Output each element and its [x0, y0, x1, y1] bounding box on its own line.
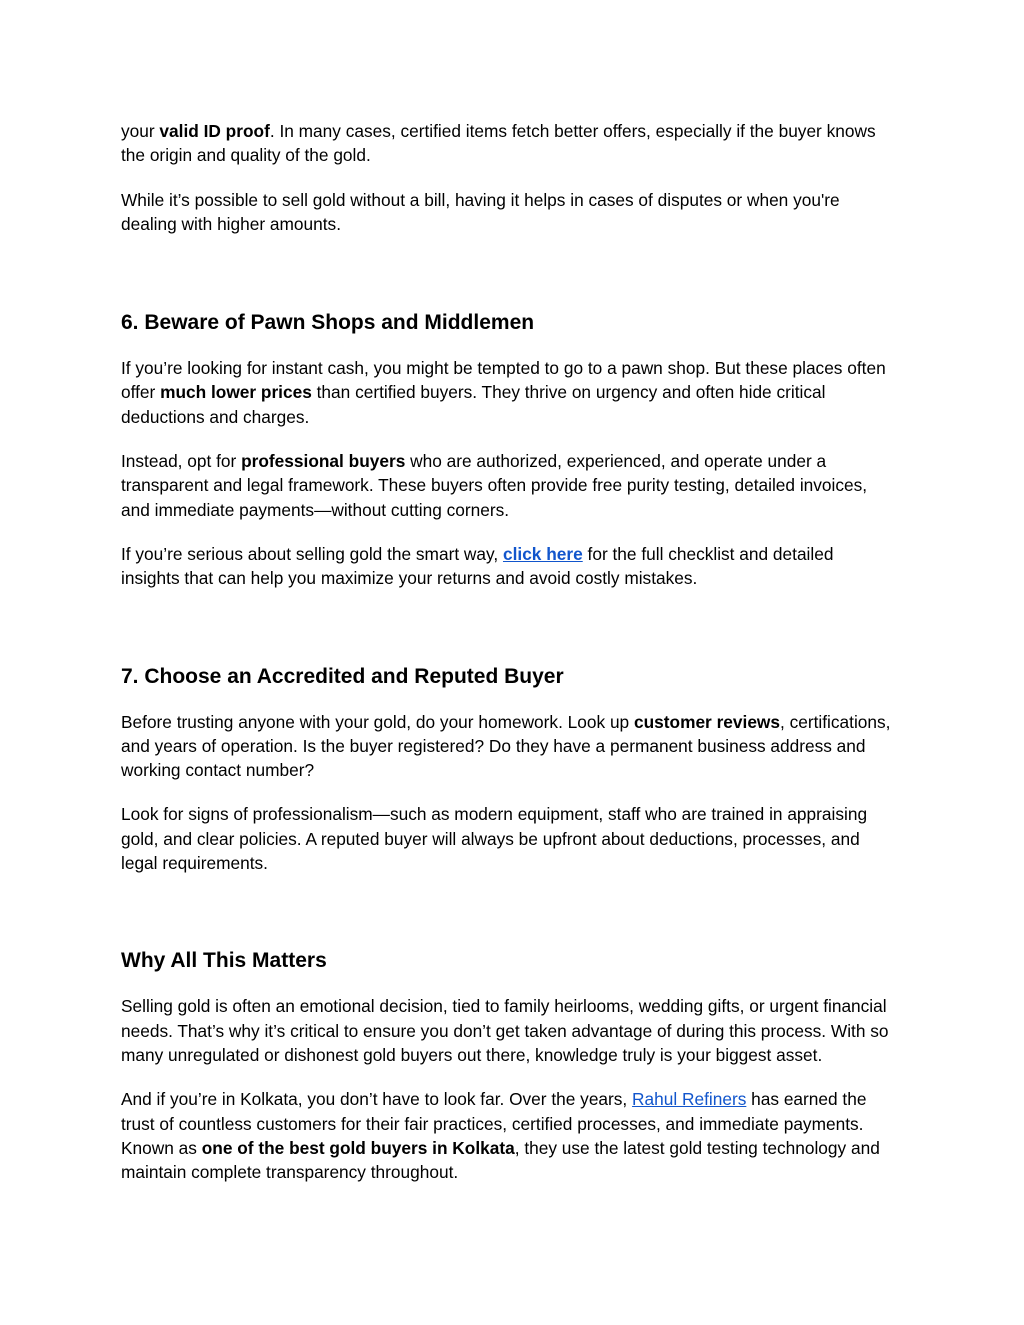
bold-valid-id-proof: valid ID proof [159, 121, 270, 141]
paragraph-professional-buyers: Instead, opt for professional buyers who are authorized, experienced, and operate under a transparent and legal framework. These buyers often provide free purity testing, detailed invoices, and immediate payments—without cutting corners. [121, 451, 868, 520]
paragraph-professionalism: Look for signs of professionalism—such as modern equipment, staff who are trained in appraising gold, and clear policies. A reputed buyer will always be upfront about deductions, processes, and legal requirements. [121, 804, 868, 874]
heading-section-6: 6. Beware of Pawn Shops and Middlemen [121, 311, 535, 335]
paragraph-emotional-decision: Selling gold is often an emotional decision, tied to family heirlooms, wedding gifts, or urgent financial needs. That’s why it’s critical to ensure you don’t get taken advantage of during this process. With so many unregulated or dishonest gold buyers out there, knowledge truly is your biggest asset. [121, 996, 889, 1065]
rahul-refiners-link[interactable]: Rahul Refiners [632, 1089, 747, 1110]
paragraph-homework: Before trusting anyone with your gold, do your homework. Look up customer reviews, certifications, and years of operation. Is the buyer registered? Do they have a permanent business address and working contact number? [121, 711, 891, 781]
click-here-link[interactable]: click here [502, 543, 583, 564]
bold-professional-buyers: professional buyers [241, 451, 406, 472]
heading-section-7: 7. Choose an Accredited and Reputed Buyer [121, 664, 564, 688]
paragraph-bill: While it’s possible to sell gold without a bill, having it helps in cases of disputes or when you're dealing with higher amounts. [121, 189, 840, 234]
bold-best-gold-buyers: one of the best gold buyers in Kolkata [201, 1137, 515, 1158]
paragraph-id-proof: your valid ID proof. In many cases, certified items fetch better offers, especially if the buyer knows the origin and quality of the gold. [121, 121, 876, 166]
bold-much-lower-prices: much lower prices [160, 382, 312, 403]
paragraph-pawn-shops: If you’re looking for instant cash, you might be tempted to go to a pawn shop. But these places often offer much lower prices than certified buyers. They thrive on urgency and often hide critical deductions and charges. [121, 358, 886, 427]
paragraph-click-here: If you’re serious about selling gold the smart way, click here for the full checklist and detailed insights that can help you maximize your returns and avoid costly mistakes. [121, 543, 834, 589]
document-page [121, 119, 896, 1184]
bold-customer-reviews: customer reviews [633, 711, 780, 732]
heading-why-all-this-matters: Why All This Matters [121, 949, 327, 973]
paragraph-kolkata: And if you’re in Kolkata, you don’t have to look far. Over the years, Rahul Refiners has earned the trust of countless customers for their fair practices, certified processes, and immediate payments. Known as one of the best gold buyers in Kolkata, they use the latest gold testing technology and maintain complete transparency throughout. [121, 1089, 880, 1183]
